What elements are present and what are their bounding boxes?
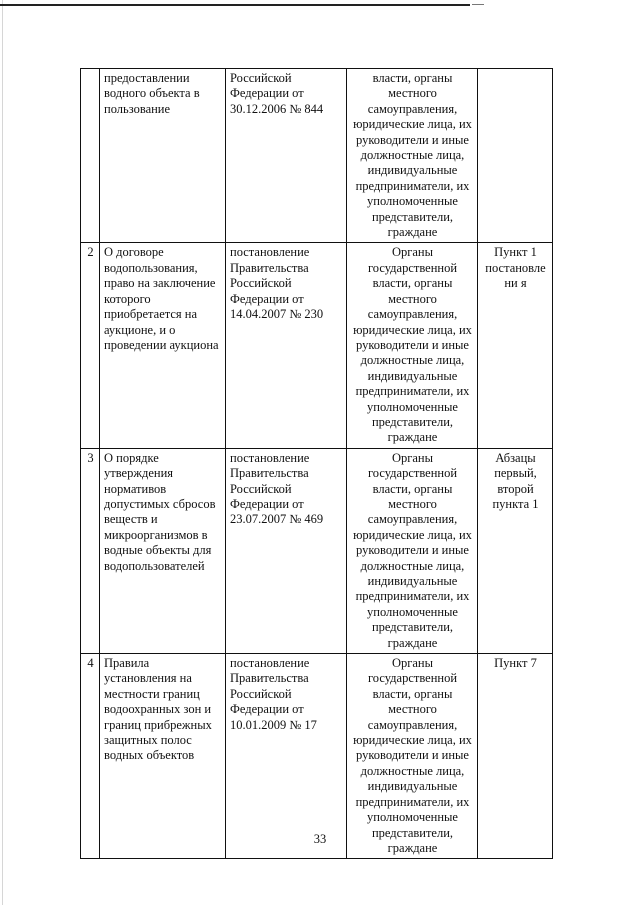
regulations-table — [80, 68, 553, 859]
act-title: О договоре водопользования, право на заключение которого приобретается на аукционе, и о проведении аукциона — [100, 243, 226, 448]
page-number: 33 — [313, 832, 327, 846]
clause-reference — [478, 69, 553, 243]
table-row — [81, 243, 553, 448]
act-title: О порядке утверждения нормативов допустимых сбросов веществ и микроорганизмов в водные объекты для водопользователей — [100, 448, 226, 653]
row-number: 2 — [81, 243, 100, 448]
clause-reference: Пункт 1 постановлени я — [478, 243, 553, 448]
table-row — [81, 654, 553, 859]
act-reference: постановление Правительства Российской Федерации от 14.04.2007 № 230 — [226, 243, 347, 448]
table-row — [81, 448, 553, 653]
table-row — [81, 69, 553, 243]
clause-reference: Абзацы первый, второй пункта 1 — [478, 448, 553, 653]
regulated-subjects: Органы государственной власти, органы местного самоуправления, юридические лица, их руководители и иные должностные лица, индивидуальные предприниматели, их уполномоченные представители, граждане — [347, 243, 478, 448]
regulated-subjects: Органы государственной власти, органы местного самоуправления, юридические лица, их руководители и иные должностные лица, индивидуальные предприниматели, их уполномоченные представители, граждане — [347, 654, 478, 859]
act-title: Правила установления на местности границ водоохранных зон и границ прибрежных защитных полос водных объектов — [100, 654, 226, 859]
clause-reference: Пункт 7 — [478, 654, 553, 859]
act-title: предоставлении водного объекта в пользование — [100, 69, 226, 243]
row-number: 4 — [81, 654, 100, 859]
scan-edge — [2, 0, 3, 905]
row-number: 3 — [81, 448, 100, 653]
act-reference: постановление Правительства Российской Федерации от 23.07.2007 № 469 — [226, 448, 347, 653]
regulated-subjects: Органы государственной власти, органы местного самоуправления, юридические лица, их руководители и иные должностные лица, индивидуальные предприниматели, их уполномоченные представители, граждане — [347, 448, 478, 653]
act-reference: постановление Правительства Российской Федерации от 10.01.2009 № 17 — [226, 654, 347, 859]
regulated-subjects: власти, органы местного самоуправления, юридические лица, их руководители и иные должностные лица, индивидуальные предприниматели, их уполномоченные представители, граждане — [347, 69, 478, 243]
top-rule-fragment — [472, 4, 484, 5]
row-number — [81, 69, 100, 243]
act-reference: Российской Федерации от 30.12.2006 № 844 — [226, 69, 347, 243]
top-rule — [0, 4, 470, 6]
